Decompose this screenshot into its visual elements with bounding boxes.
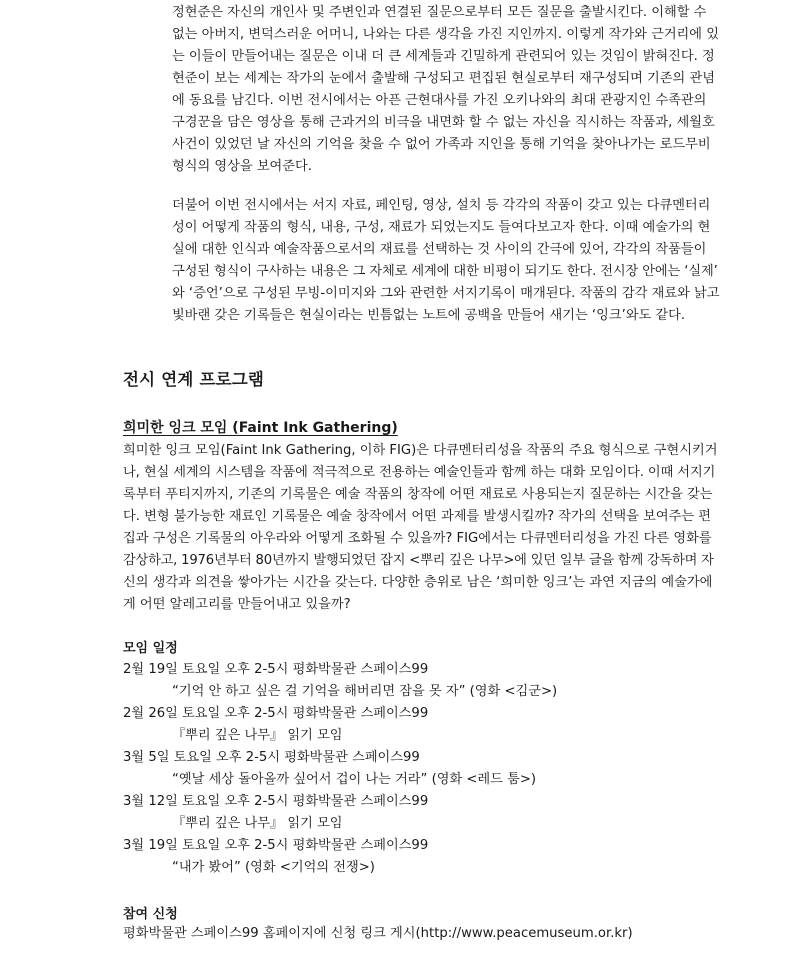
intro-paragraph-1 xyxy=(172,2,720,178)
text-line: 감상하고, 1976년부터 80년까지 발행되었던 잡지 <뿌리 깊은 나무>에 있던 일부 글을 함께 강독하며 자 xyxy=(123,553,714,568)
text-line: 나, 현실 세계의 시스템을 작품에 적극적으로 전용하는 예술인들과 함께 하는 대화 모임이다. 이때 서지기 xyxy=(123,465,716,480)
text-line: 없는 아버지, 변덕스러운 어머니, 나와는 다른 생각을 가진 지인까지. 이렇게 작가와 근거리에 있 xyxy=(172,27,719,42)
schedule-detail: “기억 안 하고 싶은 걸 기억을 해버리면 잠을 못 자” (영화 <김군>) xyxy=(172,684,558,699)
text-line: 와 ‘증언’으로 구성된 무빙-이미지와 그와 관련한 서지기록이 매개된다. 작품의 감각 재료와 낡고 xyxy=(172,286,720,301)
text-line: 희미한 잉크 모임(Faint Ink Gathering, 이하 FIG)은 다큐멘터리성을 작품의 주요 형식으로 구현시키거 xyxy=(123,443,718,458)
event-description xyxy=(123,440,719,616)
text-line: 정현준은 자신의 개인사 및 주변인과 연결된 질문으로부터 모든 질문을 출발시킨다. 이해할 수 xyxy=(172,5,707,20)
apply-heading: 참여 신청 xyxy=(123,907,178,922)
text-line: 록부터 푸티지까지, 기존의 기록물은 예술 작품의 창작에 어떤 재료로 사용되는지 질문하는 시간을 갖는 xyxy=(123,487,713,502)
text-line: 빛바랜 갖은 기록들은 현실이라는 빈틈없는 노트에 공백을 만들어 새기는 ‘잉크’와도 같다. xyxy=(172,308,686,323)
text-line: 에 동요를 남긴다. 이번 전시에서는 아픈 근현대사를 가진 오키나와의 최대 관광지인 수족관의 xyxy=(172,93,707,108)
schedule-detail: “옛날 세상 돌아올까 싶어서 겁이 나는 거라” (영화 <레드 툼>) xyxy=(172,772,537,787)
text-line: 다. 변형 불가능한 재료인 기록물은 예술 창작에서 어떤 과제를 발생시킬까? 작가의 선택을 보여주는 편 xyxy=(123,509,711,524)
text-line: 는 이들이 만들어내는 질문은 이내 더 큰 세계들과 긴밀하게 관련되어 있는 것임이 밝혀진다. 정 xyxy=(172,49,715,64)
text-line: 형식의 영상을 보여준다. xyxy=(172,159,312,174)
text-line: 구성된 형식이 구사하는 내용은 그 자체로 세계에 대한 비평이 되기도 한다. 전시장 안에는 ‘실제’ xyxy=(172,264,718,279)
section-title: 전시 연계 프로그램 xyxy=(123,370,265,389)
schedule-date: 2월 19일 토요일 오후 2-5시 평화박물관 스페이스99 xyxy=(123,662,429,677)
text-line: 집과 구성은 기록물의 아우라와 어떻게 조화될 수 있을까? FIG에서는 다큐멘터리성을 가진 다른 영화를 xyxy=(123,531,712,546)
schedule-date: 3월 5일 토요일 오후 2-5시 평화박물관 스페이스99 xyxy=(123,750,420,765)
text-line: 구경꾼을 담은 영상을 통해 근과거의 비극을 내면화 할 수 없는 자신을 직시하는 작품과, 세월호 xyxy=(172,115,715,130)
text-line: 사건이 있었던 날 자신의 기억을 찾을 수 없어 가족과 지인을 통해 기억을 찾아나가는 로드무비 xyxy=(172,137,711,152)
schedule-heading: 모임 일정 xyxy=(123,641,178,656)
schedule-date: 2월 26일 토요일 오후 2-5시 평화박물관 스페이스99 xyxy=(123,706,429,721)
schedule-date: 3월 12일 토요일 오후 2-5시 평화박물관 스페이스99 xyxy=(123,794,429,809)
text-line: 신의 생각과 의견을 쌓아가는 시간을 갖는다. 다양한 층위로 남은 ‘희미한 잉크’는 과연 지금의 예술가에 xyxy=(123,575,713,590)
schedule-date: 3월 19일 토요일 오후 2-5시 평화박물관 스페이스99 xyxy=(123,838,429,853)
schedule-detail: “내가 봤어” (영화 <기억의 전쟁>) xyxy=(172,860,375,875)
text-line: 더불어 이번 전시에서는 서지 자료, 페인팅, 영상, 설치 등 각각의 작품이 갖고 있는 다큐멘터리 xyxy=(172,198,711,213)
event-title: 희미한 잉크 모임 (Faint Ink Gathering) xyxy=(123,420,398,436)
schedule-detail: 『뿌리 깊은 나무』 읽기 모임 xyxy=(172,728,343,743)
intro-paragraph-2 xyxy=(172,195,720,327)
text-line: 실에 대한 인식과 예술작품으로서의 재료를 선택하는 것 사이의 간극에 있어, 각각의 작품들이 xyxy=(172,242,707,257)
text-line: 성이 어떻게 작품의 형식, 내용, 구성, 재료가 되었는지도 들여다보고자 한다. 이때 예술가의 현 xyxy=(172,220,711,235)
text-line: 게 어떤 알레고리를 만들어내고 있을까? xyxy=(123,597,351,612)
text-line: 현준이 보는 세계는 작가의 눈에서 출발해 구성되고 편집된 현실로부터 재구성되며 기존의 관념 xyxy=(172,71,715,86)
schedule-list xyxy=(123,659,723,879)
apply-text: 평화박물관 스페이스99 홈페이지에 신청 링크 게시(http://www.peacemuseum.or.kr) xyxy=(123,926,633,941)
schedule-detail: 『뿌리 깊은 나무』 읽기 모임 xyxy=(172,816,343,831)
